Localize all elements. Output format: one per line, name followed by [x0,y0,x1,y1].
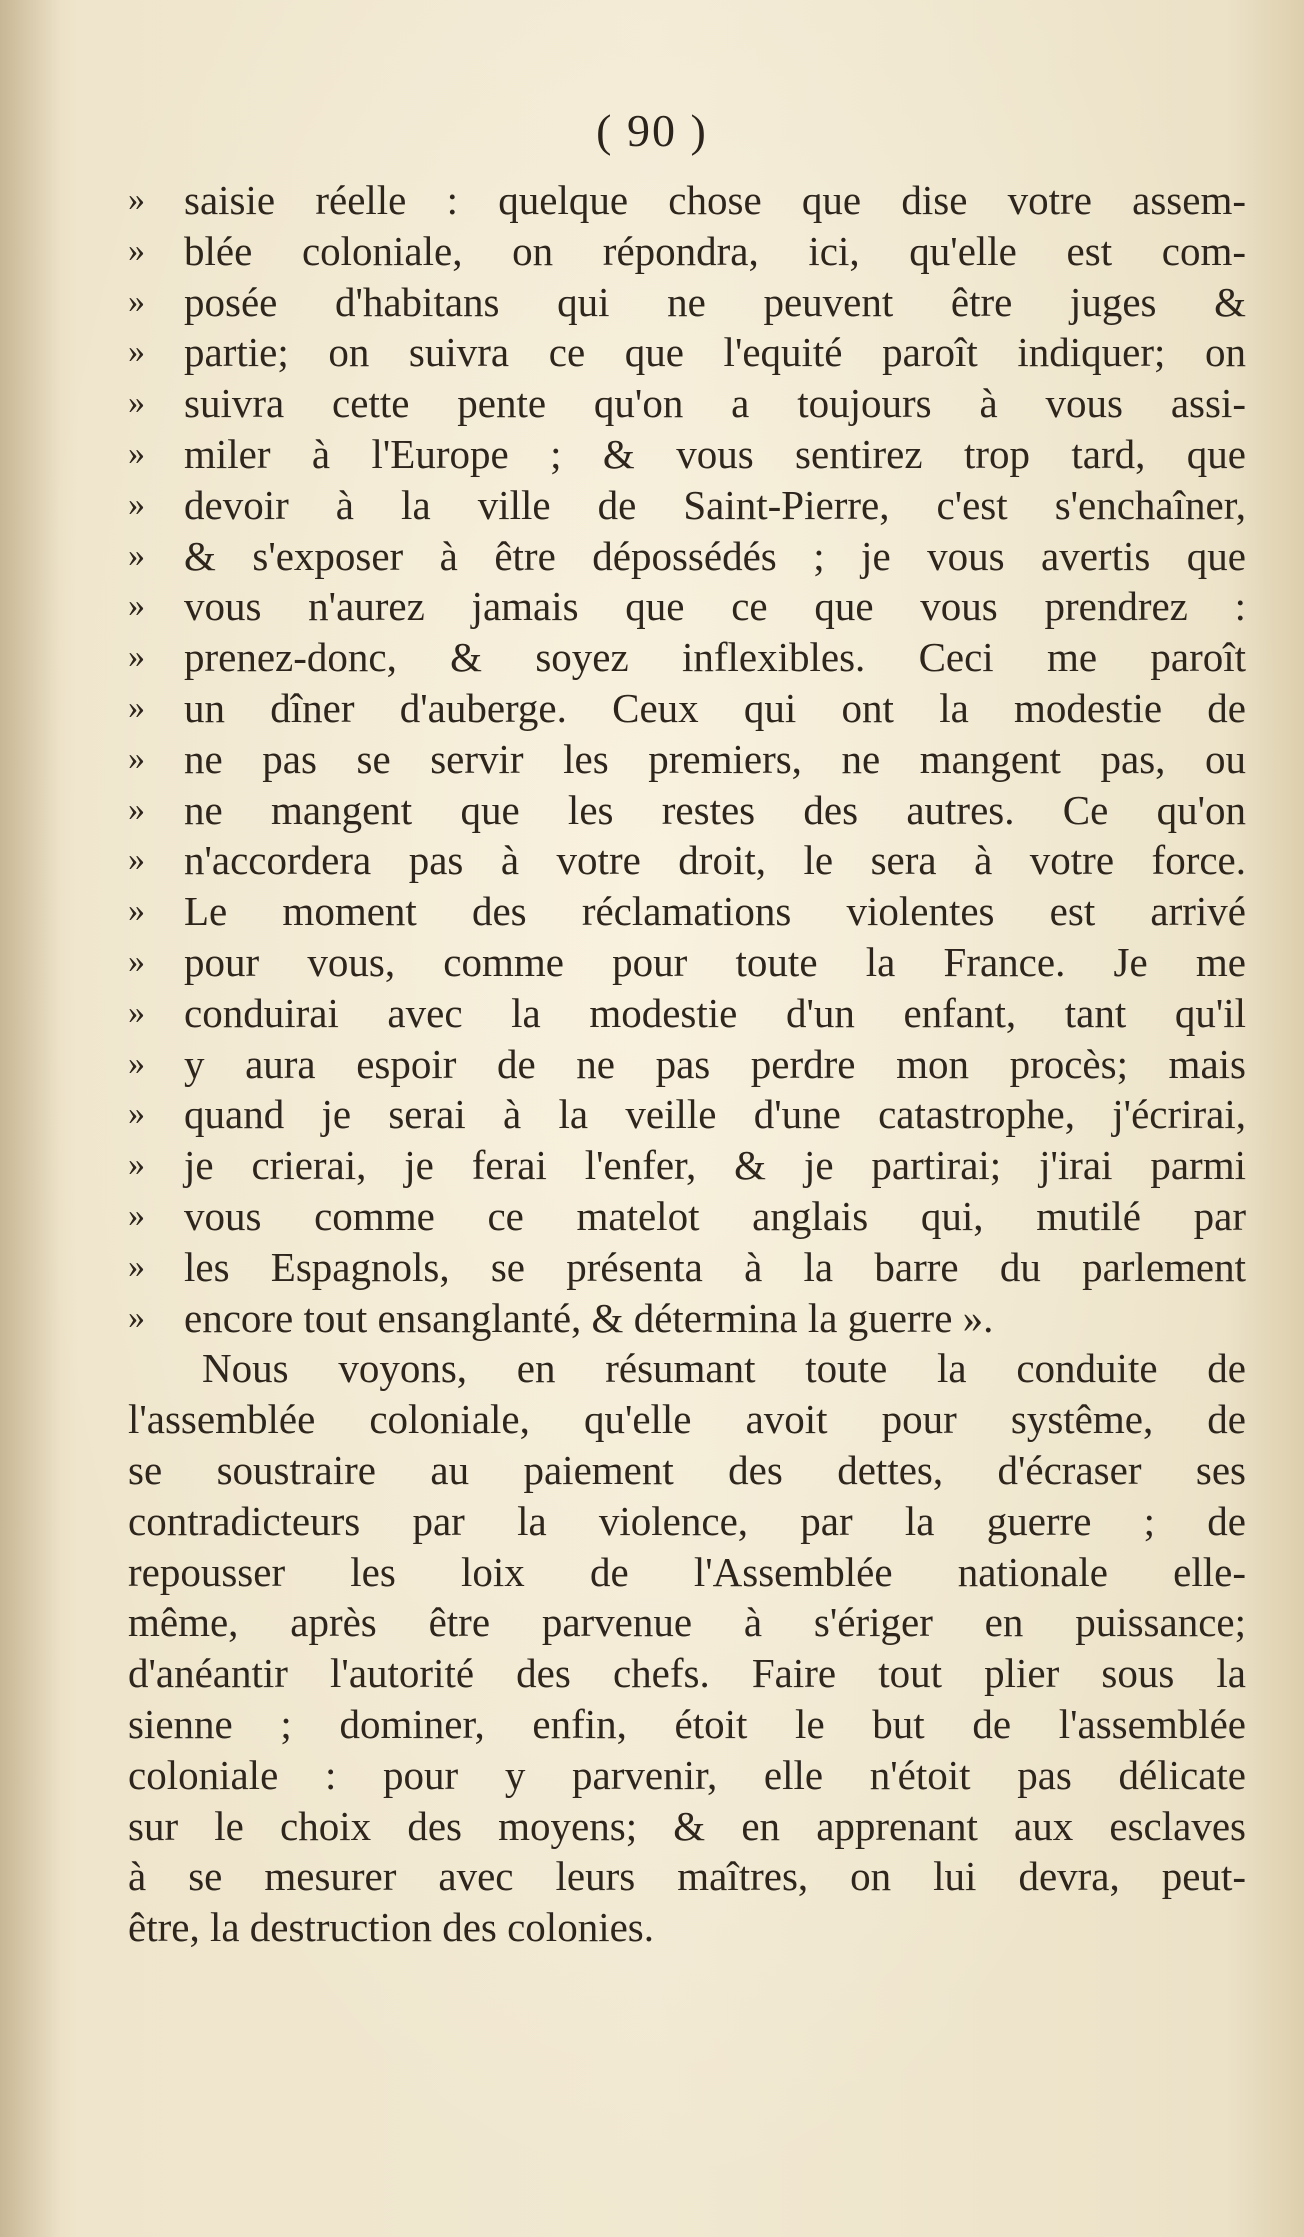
page-gutter-shadow [0,0,60,2237]
text-line [128,1445,1246,1496]
line-text: miler à l'Europe ; & vous sentirez trop tard, que [184,430,1246,477]
text-line [128,937,1246,988]
text-line [128,1039,1246,1090]
text-line [128,835,1246,886]
line-text: d'anéantir l'autorité des chefs. Faire tout plier sous la [128,1650,1246,1697]
line-text: à se mesurer avec leurs maîtres, on lui devra, peut- [128,1853,1246,1900]
text-line [128,1089,1246,1140]
line-text: posée d'habitans qui ne peuvent être juges & [184,278,1246,325]
text-line [128,1242,1246,1293]
line-text: sur le choix des moyens; & en apprenant aux esclaves [128,1802,1246,1849]
text-line [128,785,1246,836]
quote-mark: » [128,892,145,930]
quote-mark: » [128,434,145,472]
line-text: être, la destruction des colonies. [128,1904,654,1951]
line-text: ne pas se servir les premiers, ne mangent pas, ou [184,735,1246,782]
text-line [128,581,1246,632]
line-text: Nous voyons, en résumant toute la conduite de [202,1345,1246,1392]
quote-mark: » [128,638,145,676]
line-text: l'assemblée coloniale, qu'elle avoit pour systême, de [128,1396,1246,1443]
line-text: ne mangent que les restes des autres. Ce qu'on [184,786,1246,833]
text-line [128,1394,1246,1445]
text-line [128,175,1246,226]
line-text: & s'exposer à être dépossédés ; je vous avertis que [184,532,1246,579]
text-line [128,886,1246,937]
text-line [128,429,1246,480]
line-text: encore tout ensanglanté, & détermina la guerre ». [184,1294,994,1341]
line-text: un dîner d'auberge. Ceux qui ont la modestie de [184,684,1246,731]
body-text [128,175,1246,1953]
quote-mark: » [128,1196,145,1234]
text-line [128,1699,1246,1750]
text-line [128,226,1246,277]
line-text: pour vous, comme pour toute la France. Je me [184,938,1246,985]
line-text: y aura espoir de ne pas perdre mon procès; mais [184,1040,1246,1087]
line-text: les Espagnols, se présenta à la barre du parlement [184,1243,1246,1290]
quote-mark: » [128,231,145,269]
text-line [128,683,1246,734]
text-line [128,378,1246,429]
line-text: sienne ; dominer, enfin, étoit le but de l'assemblée [128,1700,1246,1747]
line-text: conduirai avec la modestie d'un enfant, tant qu'il [184,989,1246,1036]
quote-mark: » [128,739,145,777]
text-line [128,1851,1246,1902]
text-line [128,632,1246,683]
quote-mark: » [128,993,145,1031]
text-line [128,1547,1246,1598]
line-text: quand je serai à la veille d'une catastrophe, j'écrirai, [184,1091,1246,1138]
quote-mark: » [128,1298,145,1336]
quote-mark: » [128,333,145,371]
page-number: ( 90 ) [596,105,708,156]
text-line [128,531,1246,582]
quote-mark: » [128,942,145,980]
line-text: repousser les loix de l'Assemblée nationale elle- [128,1548,1246,1595]
text-line [128,1191,1246,1242]
quote-mark: » [128,1146,145,1184]
text-line [128,480,1246,531]
line-text: prenez-donc, & soyez inflexibles. Ceci me paroît [184,634,1246,681]
quote-mark: » [128,1044,145,1082]
quote-mark: » [128,587,145,625]
text-line [128,1343,1246,1394]
text-line [128,1801,1246,1852]
quote-mark: » [128,790,145,828]
quote-mark: » [128,1247,145,1285]
text-line [128,1496,1246,1547]
line-text: se soustraire au paiement des dettes, d'écraser ses [128,1446,1246,1493]
quote-mark: » [128,1095,145,1133]
line-text: même, après être parvenue à s'ériger en puissance; [128,1599,1246,1646]
line-text: suivra cette pente qu'on a toujours à vous assi- [184,380,1246,427]
line-text: coloniale : pour y parvenir, elle n'étoit pas délicate [128,1751,1246,1798]
text-line [128,1140,1246,1191]
line-text: je crierai, je ferai l'enfer, & je partirai; j'irai parmi [184,1142,1246,1189]
line-text: n'accordera pas à votre droit, le sera à votre force. [184,837,1246,884]
text-line [128,1902,1246,1953]
text-line [128,988,1246,1039]
text-line [128,1648,1246,1699]
text-line [128,1597,1246,1648]
quote-mark: » [128,841,145,879]
quote-mark: » [128,384,145,422]
line-text: Le moment des réclamations violentes est arrivé [184,888,1246,935]
quote-mark: » [128,282,145,320]
line-text: contradicteurs par la violence, par la guerre ; de [128,1497,1246,1544]
quote-mark: » [128,181,145,218]
quote-mark: » [128,536,145,574]
quote-mark: » [128,688,145,726]
text-line [128,327,1246,378]
text-line [128,734,1246,785]
quote-mark: » [128,485,145,523]
text-line [128,277,1246,328]
line-text: devoir à la ville de Saint-Pierre, c'est s'enchaîner, [184,481,1246,528]
line-text: vous n'aurez jamais que ce que vous prendrez : [184,583,1246,630]
line-text: partie; on suivra ce que l'equité paroît indiquer; on [184,329,1246,376]
text-line [128,1750,1246,1801]
text-line [128,1293,1246,1344]
line-text: saisie réelle : quelque chose que dise votre assem- [184,177,1246,223]
line-text: vous comme ce matelot anglais qui, mutilé par [184,1192,1246,1239]
line-text: blée coloniale, on répondra, ici, qu'elle est com- [184,227,1246,274]
